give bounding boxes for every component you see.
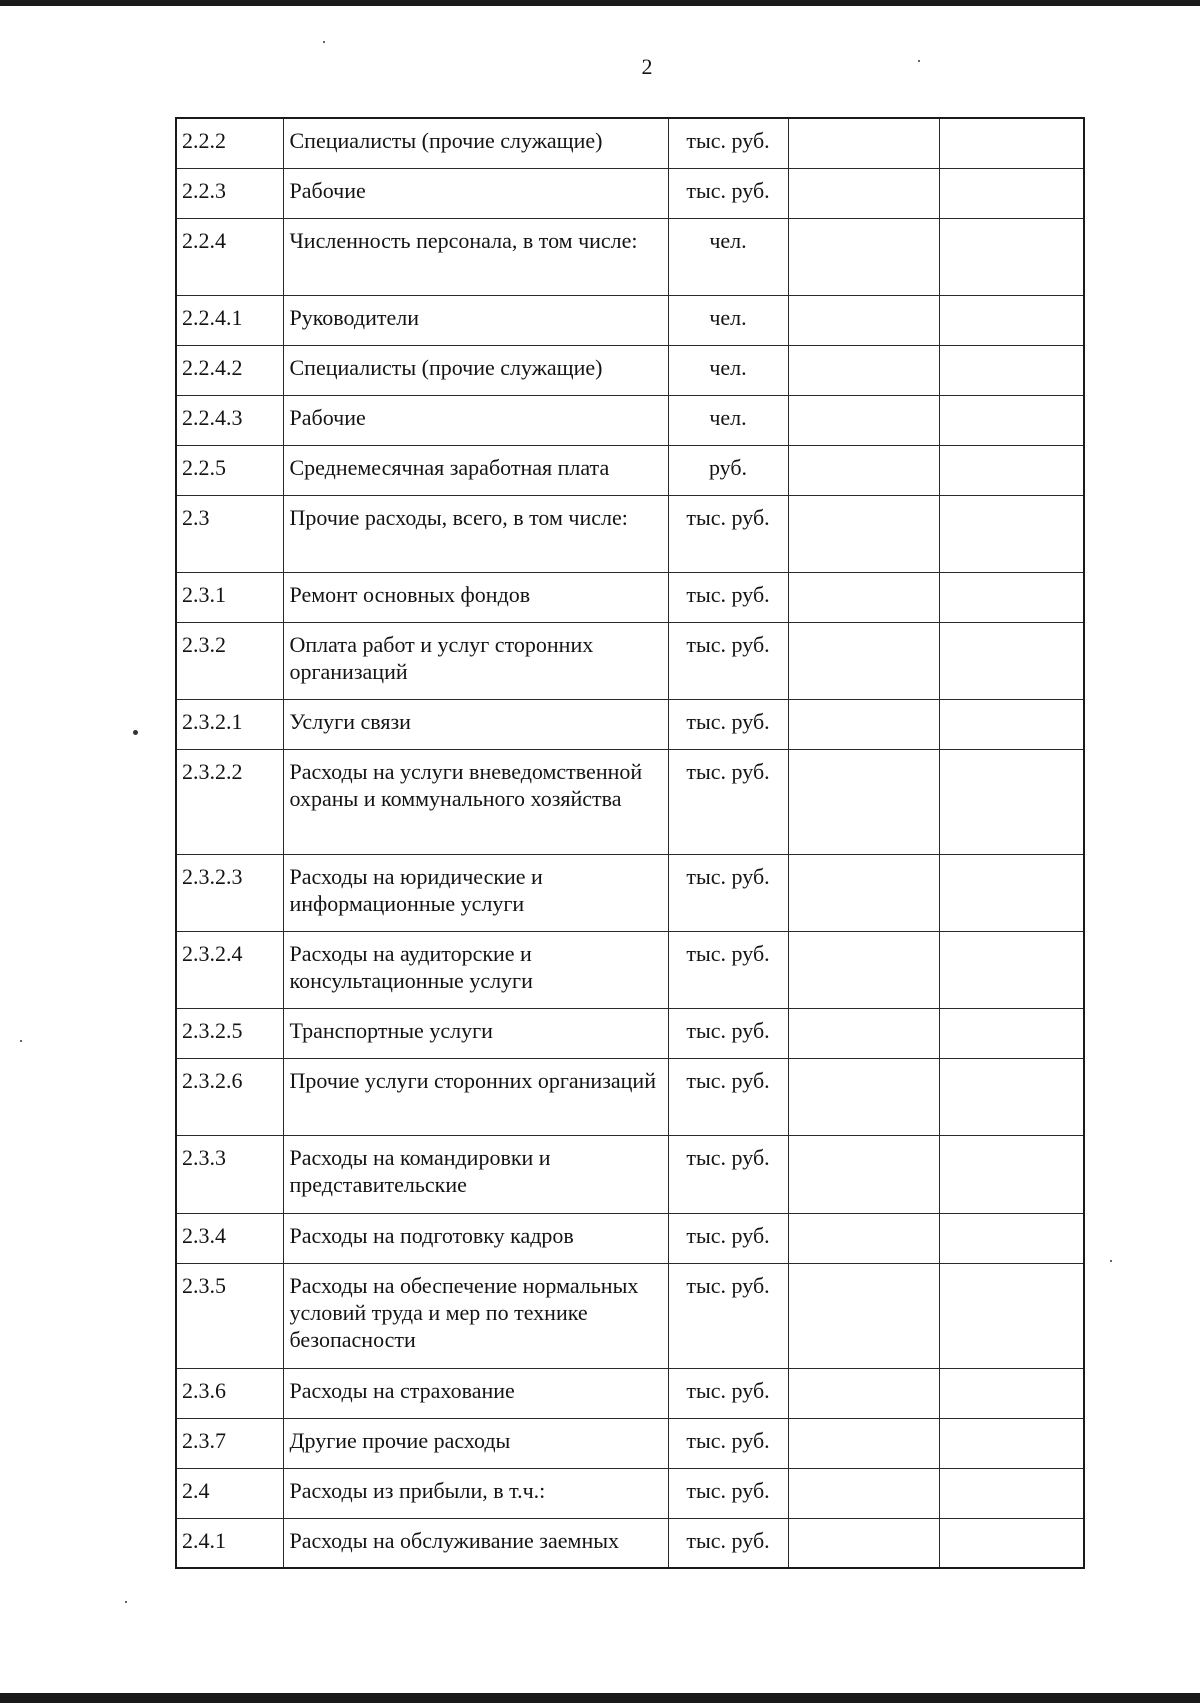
item-name-cell: Расходы на подготовку кадров [283,1213,668,1263]
scan-speck [125,1601,127,1603]
value-cell-1 [788,1008,939,1058]
unit-cell: тыс. руб. [668,1468,788,1518]
scan-speck [1110,1260,1112,1262]
table-row [176,1135,1084,1213]
row-number-cell: 2.2.2 [176,118,283,168]
unit-cell: тыс. руб. [668,1368,788,1418]
table-row [176,1368,1084,1418]
scan-edge-top [0,0,1200,6]
unit-cell: чел. [668,218,788,295]
row-number-cell: 2.3.2.1 [176,699,283,749]
table-row [176,1518,1084,1568]
item-name-cell: Транспортные услуги [283,1008,668,1058]
value-cell-1 [788,445,939,495]
table-row [176,622,1084,699]
value-cell-2 [939,572,1084,622]
page-number: 2 [641,54,653,79]
row-number-cell: 2.3.7 [176,1418,283,1468]
value-cell-2 [939,931,1084,1008]
row-number-cell: 2.3.1 [176,572,283,622]
unit-cell: тыс. руб. [668,749,788,854]
unit-cell: тыс. руб. [668,1135,788,1213]
table-row [176,699,1084,749]
value-cell-1 [788,1213,939,1263]
value-cell-2 [939,749,1084,854]
unit-cell: тыс. руб. [668,854,788,931]
unit-cell: чел. [668,395,788,445]
item-name-cell: Прочие услуги сторонних организаций [283,1058,668,1135]
row-number-cell: 2.3.4 [176,1213,283,1263]
value-cell-1 [788,1263,939,1368]
row-number-cell: 2.2.4 [176,218,283,295]
row-number-cell: 2.3.3 [176,1135,283,1213]
unit-cell: тыс. руб. [668,1263,788,1368]
table-row [176,295,1084,345]
row-number-cell: 2.2.4.2 [176,345,283,395]
unit-cell: тыс. руб. [668,931,788,1008]
row-number-cell: 2.3.2 [176,622,283,699]
value-cell-1 [788,1418,939,1468]
unit-cell: тыс. руб. [668,572,788,622]
value-cell-2 [939,345,1084,395]
value-cell-1 [788,1058,939,1135]
unit-cell: руб. [668,445,788,495]
table-row [176,931,1084,1008]
value-cell-1 [788,495,939,572]
row-number-cell: 2.3.6 [176,1368,283,1418]
unit-cell: тыс. руб. [668,699,788,749]
item-name-cell: Расходы на аудиторские и консультационные услуги [283,931,668,1008]
row-number-cell: 2.3 [176,495,283,572]
table-row [176,854,1084,931]
table-row [176,572,1084,622]
value-cell-1 [788,931,939,1008]
row-number-cell: 2.4.1 [176,1518,283,1568]
value-cell-1 [788,218,939,295]
unit-cell: чел. [668,345,788,395]
unit-cell: тыс. руб. [668,118,788,168]
item-name-cell: Услуги связи [283,699,668,749]
value-cell-1 [788,1368,939,1418]
value-cell-2 [939,445,1084,495]
item-name-cell: Расходы на страхование [283,1368,668,1418]
item-name-cell: Рабочие [283,395,668,445]
item-name-cell: Численность персонала, в том числе: [283,218,668,295]
value-cell-2 [939,495,1084,572]
row-number-cell: 2.3.5 [176,1263,283,1368]
item-name-cell: Специалисты (прочие служащие) [283,118,668,168]
value-cell-2 [939,1058,1084,1135]
unit-cell: тыс. руб. [668,495,788,572]
item-name-cell: Расходы на юридические и информационные услуги [283,854,668,931]
row-number-cell: 2.3.2.3 [176,854,283,931]
cost-items-table [175,117,1085,1569]
table-body [176,118,1084,1568]
row-number-cell: 2.2.4.1 [176,295,283,345]
table-row [176,1418,1084,1468]
value-cell-1 [788,1135,939,1213]
value-cell-1 [788,1518,939,1568]
item-name-cell: Среднемесячная заработная плата [283,445,668,495]
value-cell-2 [939,622,1084,699]
value-cell-1 [788,699,939,749]
unit-cell: тыс. руб. [668,1518,788,1568]
scan-edge-bottom [0,1693,1200,1703]
scan-speck [133,730,138,735]
item-name-cell: Расходы на командировки и представительские [283,1135,668,1213]
value-cell-1 [788,395,939,445]
value-cell-2 [939,1468,1084,1518]
unit-cell: тыс. руб. [668,622,788,699]
unit-cell: тыс. руб. [668,1213,788,1263]
value-cell-1 [788,295,939,345]
value-cell-2 [939,1418,1084,1468]
value-cell-1 [788,854,939,931]
value-cell-2 [939,168,1084,218]
value-cell-2 [939,1135,1084,1213]
row-number-cell: 2.3.2.2 [176,749,283,854]
row-number-cell: 2.3.2.6 [176,1058,283,1135]
item-name-cell: Руководители [283,295,668,345]
value-cell-1 [788,1468,939,1518]
value-cell-2 [939,1263,1084,1368]
value-cell-1 [788,168,939,218]
value-cell-2 [939,218,1084,295]
value-cell-2 [939,1368,1084,1418]
row-number-cell: 2.3.2.5 [176,1008,283,1058]
unit-cell: чел. [668,295,788,345]
value-cell-2 [939,1518,1084,1568]
row-number-cell: 2.3.2.4 [176,931,283,1008]
value-cell-1 [788,118,939,168]
item-name-cell: Другие прочие расходы [283,1418,668,1468]
item-name-cell: Расходы из прибыли, в т.ч.: [283,1468,668,1518]
value-cell-2 [939,699,1084,749]
item-name-cell: Специалисты (прочие служащие) [283,345,668,395]
unit-cell: тыс. руб. [668,1058,788,1135]
value-cell-1 [788,345,939,395]
unit-cell: тыс. руб. [668,168,788,218]
table-row [176,749,1084,854]
item-name-cell: Рабочие [283,168,668,218]
value-cell-1 [788,572,939,622]
item-name-cell: Расходы на обеспечение нормальных условий труда и мер по технике безопасности [283,1263,668,1368]
unit-cell: тыс. руб. [668,1418,788,1468]
table-row [176,345,1084,395]
unit-cell: тыс. руб. [668,1008,788,1058]
scan-speck [323,41,325,43]
table-row [176,395,1084,445]
item-name-cell: Ремонт основных фондов [283,572,668,622]
value-cell-2 [939,118,1084,168]
table-row [176,1213,1084,1263]
item-name-cell: Расходы на услуги вневедомственной охраны и коммунального хозяйства [283,749,668,854]
table-row [176,168,1084,218]
table-row [176,1058,1084,1135]
value-cell-2 [939,295,1084,345]
item-name-cell: Прочие расходы, всего, в том числе: [283,495,668,572]
item-name-cell: Расходы на обслуживание заемных [283,1518,668,1568]
value-cell-1 [788,622,939,699]
value-cell-2 [939,1213,1084,1263]
value-cell-2 [939,1008,1084,1058]
scan-speck [918,60,920,62]
table-row [176,1468,1084,1518]
table-row [176,1263,1084,1368]
item-name-cell: Оплата работ и услуг сторонних организаций [283,622,668,699]
value-cell-2 [939,854,1084,931]
table-row [176,445,1084,495]
table-row [176,1008,1084,1058]
table-row [176,118,1084,168]
table-row [176,218,1084,295]
value-cell-2 [939,395,1084,445]
row-number-cell: 2.2.5 [176,445,283,495]
scan-speck [20,1040,22,1042]
row-number-cell: 2.2.4.3 [176,395,283,445]
row-number-cell: 2.2.3 [176,168,283,218]
value-cell-1 [788,749,939,854]
table-row [176,495,1084,572]
row-number-cell: 2.4 [176,1468,283,1518]
